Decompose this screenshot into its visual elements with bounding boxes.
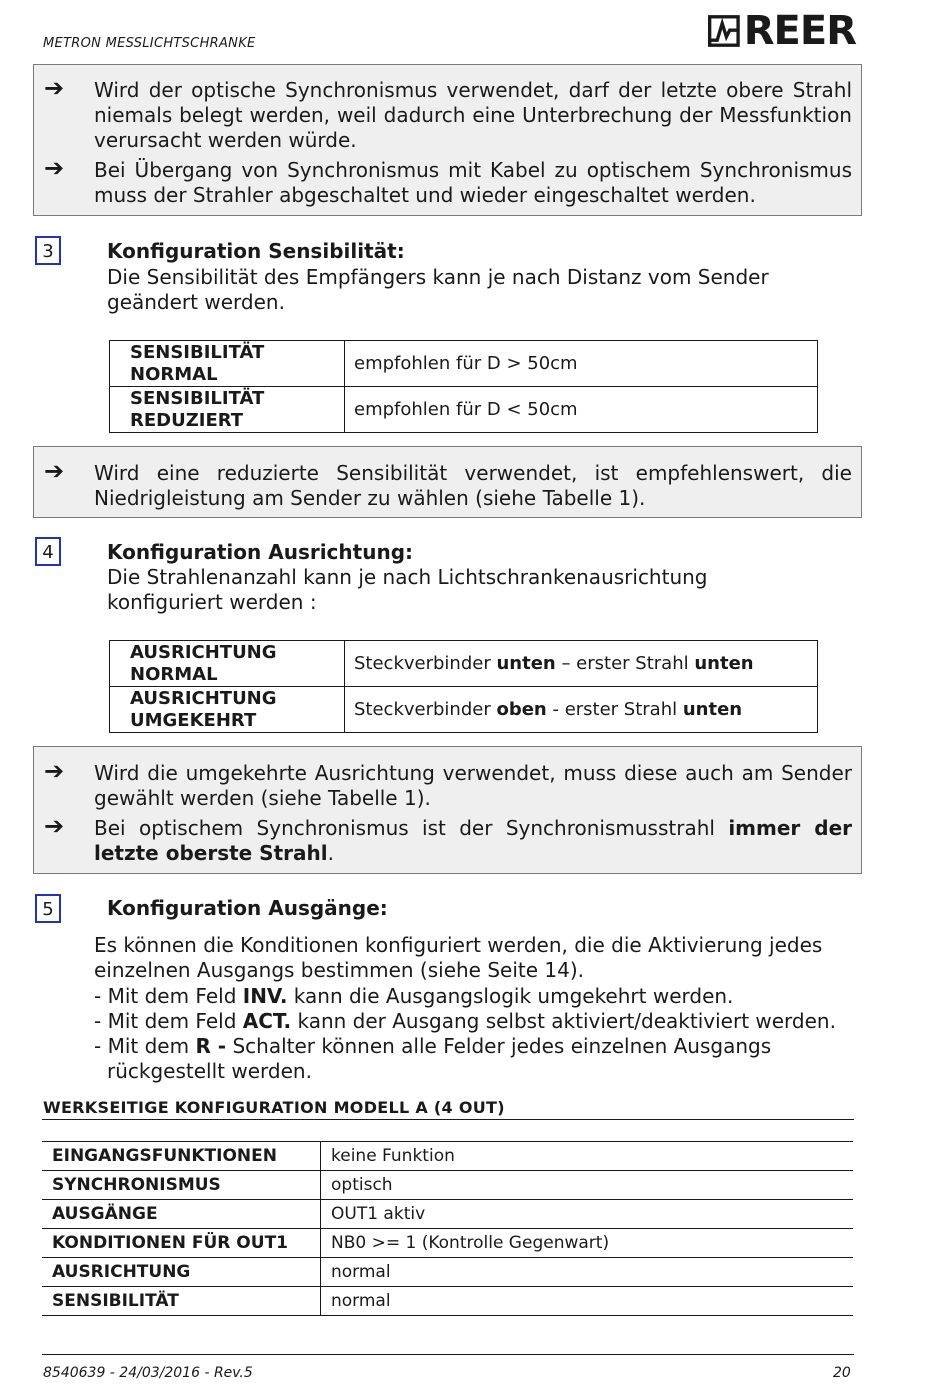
table-value-cell: Steckverbinder unten – erster Strahl unten bbox=[345, 641, 818, 687]
arrow-icon: ➔ bbox=[44, 154, 65, 182]
section-body: Die Strahlenanzahl kann je nach Lichtschrankenausrichtung konfiguriert werden : bbox=[107, 565, 708, 614]
arrow-icon: ➔ bbox=[44, 457, 65, 485]
table-row bbox=[110, 387, 818, 433]
table-key-cell: EINGANGSFUNKTIONEN bbox=[42, 1142, 321, 1171]
divider bbox=[42, 1119, 854, 1120]
table-key-cell: AUSRICHTUNG UMGEKEHRT bbox=[110, 687, 345, 733]
reer-logo-icon bbox=[708, 12, 740, 50]
table-row bbox=[42, 1200, 853, 1229]
list-item: - Mit dem R - Schalter können alle Felder jedes einzelnen Ausgangs bbox=[94, 1034, 772, 1058]
arrow-icon: ➔ bbox=[44, 74, 65, 102]
table-row bbox=[42, 1287, 853, 1316]
note-box-sensibilitaet bbox=[33, 446, 862, 518]
table-key-cell: SENSIBILITÄT NORMAL bbox=[110, 341, 345, 387]
table-key-cell: SENSIBILITÄT REDUZIERT bbox=[110, 387, 345, 433]
section-heading: Konfiguration Ausrichtung: bbox=[107, 540, 414, 564]
arrow-icon: ➔ bbox=[44, 757, 65, 785]
footer-page-number: 20 bbox=[833, 1365, 851, 1381]
table-value-cell: normal bbox=[321, 1287, 854, 1316]
table-key-cell: KONDITIONEN FÜR OUT1 bbox=[42, 1229, 321, 1258]
section-number: 5 bbox=[35, 894, 61, 923]
table-value-cell: optisch bbox=[321, 1171, 854, 1200]
table-row bbox=[42, 1258, 853, 1287]
note-box-synchronismus bbox=[33, 64, 862, 216]
sensibilitaet-table bbox=[109, 340, 818, 433]
list-item: - Mit dem Feld INV. kann die Ausgangslogik umgekehrt werden. bbox=[94, 984, 734, 1008]
section-heading: Konfiguration Sensibilität: bbox=[107, 239, 405, 263]
list-item: - Mit dem Feld ACT. kann der Ausgang selbst aktiviert/deaktiviert werden. bbox=[94, 1009, 836, 1033]
table-key-cell: AUSRICHTUNG NORMAL bbox=[110, 641, 345, 687]
note-text: Wird eine reduzierte Sensibilität verwendet, ist empfehlenswert, die Niedrigleistung am Sender zu wählen (siehe Tabelle 1). bbox=[94, 461, 852, 510]
note-text: Wird der optische Synchronismus verwendet, darf der letzte obere Strahl niemals belegt werden, weil dadurch eine Unterbrechung der Messfunktion verursacht werden würde. bbox=[94, 78, 852, 152]
table-value-cell: normal bbox=[321, 1258, 854, 1287]
ausrichtung-table bbox=[109, 640, 818, 733]
table-value-cell: OUT1 aktiv bbox=[321, 1200, 854, 1229]
table-key-cell: AUSGÄNGE bbox=[42, 1200, 321, 1229]
table-row bbox=[42, 1229, 853, 1258]
table-row bbox=[110, 341, 818, 387]
footer-document-id: 8540639 - 24/03/2016 - Rev.5 bbox=[43, 1365, 253, 1381]
table-row bbox=[110, 641, 818, 687]
footer-divider bbox=[42, 1354, 854, 1355]
werk-config-table bbox=[42, 1141, 853, 1316]
document-header-title: METRON MESSLICHTSCHRANKE bbox=[43, 36, 256, 51]
list-item-continuation: rückgestellt werden. bbox=[107, 1059, 312, 1083]
note-text: Bei optischem Synchronismus ist der Synchronismusstrahl immer der letzte oberste Strahl. bbox=[94, 816, 852, 865]
section-body: Es können die Konditionen konfiguriert werden, die die Aktivierung jedes einzelnen Ausgangs bestimmen (siehe Seite 14). bbox=[94, 933, 823, 982]
arrow-icon: ➔ bbox=[44, 812, 65, 840]
table-key-cell: SYNCHRONISMUS bbox=[42, 1171, 321, 1200]
section-body: Die Sensibilität des Empfängers kann je nach Distanz vom Sender geändert werden. bbox=[107, 265, 769, 314]
table-row bbox=[42, 1142, 853, 1171]
table-key-cell: SENSIBILITÄT bbox=[42, 1287, 321, 1316]
section-heading: Konfiguration Ausgänge: bbox=[107, 896, 388, 920]
table-value-cell: empfohlen für D < 50cm bbox=[345, 387, 818, 433]
note-text: Wird die umgekehrte Ausrichtung verwendet, muss diese auch am Sender gewählt werden (siehe Tabelle 1). bbox=[94, 761, 852, 810]
note-text: Bei Übergang von Synchronismus mit Kabel zu optischem Synchronismus muss der Strahler abgeschaltet und wieder eingeschaltet werden. bbox=[94, 158, 852, 207]
table-row bbox=[42, 1171, 853, 1200]
note-box-ausrichtung bbox=[33, 746, 862, 874]
table-key-cell: AUSRICHTUNG bbox=[42, 1258, 321, 1287]
section-number: 3 bbox=[35, 236, 61, 265]
reer-logo-text: REER bbox=[743, 8, 856, 54]
table-value-cell: Steckverbinder oben - erster Strahl unten bbox=[345, 687, 818, 733]
table-value-cell: NB0 >= 1 (Kontrolle Gegenwart) bbox=[321, 1229, 854, 1258]
reer-logo bbox=[708, 10, 856, 52]
table-value-cell: keine Funktion bbox=[321, 1142, 854, 1171]
table-value-cell: empfohlen für D > 50cm bbox=[345, 341, 818, 387]
table-row bbox=[110, 687, 818, 733]
section-number: 4 bbox=[35, 537, 61, 566]
werk-table-title: WERKSEITIGE KONFIGURATION MODELL A (4 OUT) bbox=[43, 1098, 505, 1117]
